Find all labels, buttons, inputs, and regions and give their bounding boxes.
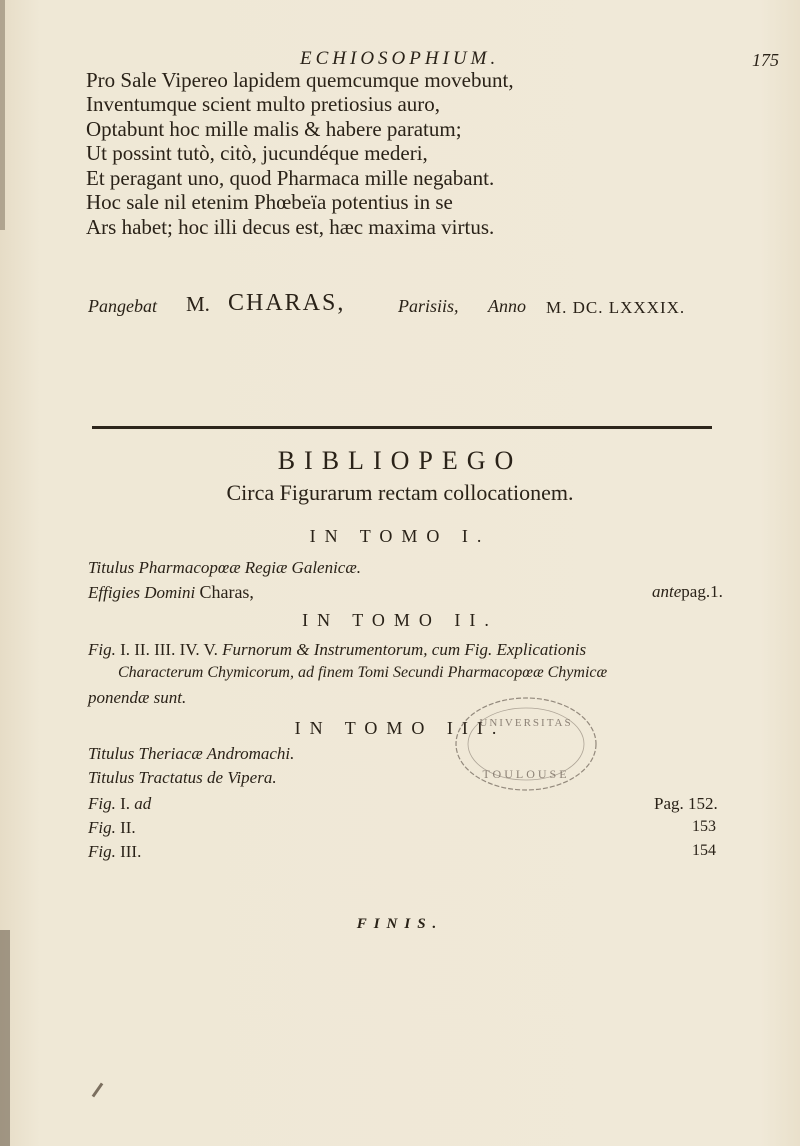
entry-effigies: [88, 582, 254, 603]
imprint-place: Parisiis,: [398, 296, 459, 316]
divider-rule: [92, 426, 712, 429]
entry-effigies-page: [652, 582, 723, 602]
imprint-pangebat: Pangebat: [88, 296, 157, 316]
entry-fig-1-page: Pag. 152.: [654, 794, 718, 813]
entry-effigies-name: Charas,: [199, 582, 254, 602]
entry-fig-numbers: I. II. III. IV. V.: [120, 640, 218, 659]
entry-fig-number: III.: [120, 842, 142, 861]
verse-line: Hoc sale nil etenim Phœbeïa potentius in se: [86, 190, 453, 214]
entry-fig-2: [88, 818, 136, 838]
entry-fig-number: I.: [120, 794, 131, 813]
imprint-author: CHARAS,: [228, 290, 346, 316]
stamp-bottom-text: TOULOUSE: [482, 767, 570, 781]
entry-fig-label: Fig.: [88, 794, 116, 813]
running-title: ECHIOSOPHIUM.: [300, 48, 500, 69]
entry-titulus-theriacae: Titulus Theriacæ Andromachi.: [88, 744, 295, 763]
binding-edge-mark: [0, 0, 5, 230]
entry-effigies-pag: pag.1.: [681, 582, 723, 601]
entry-fig-1: [88, 794, 151, 814]
binding-edge-mark: [0, 930, 10, 1146]
entry-fig-label: Fig.: [88, 818, 116, 837]
tome-heading: IN TOMO I.: [309, 526, 491, 546]
entry-figurae-text: Furnorum & Instrumentorum, cum Fig. Explicationis: [222, 640, 587, 659]
ink-mark: [92, 1083, 104, 1098]
entry-fig-3: [88, 842, 141, 862]
verse-line: Ut possint tutò, citò, jucundéque mederi,: [86, 141, 428, 165]
entry-figurae-line3: ponendæ sunt.: [88, 688, 187, 707]
entry-fig-label: Fig.: [88, 842, 116, 861]
page-number: 175: [752, 50, 779, 70]
entry-figurae-line1: [88, 640, 586, 660]
entry-fig-label: Fig.: [88, 640, 116, 659]
entry-titulus-pharmacopoeae: Titulus Pharmacopœæ Regiæ Galenicæ.: [88, 558, 361, 577]
entry-fig-number: II.: [120, 818, 136, 837]
entry-figurae-line2: Characterum Chymicorum, ad finem Tomi Secundi Pharmacopœæ Chymicæ: [118, 664, 608, 681]
entry-fig-2-page: 153: [692, 818, 716, 835]
notice-title: BIBLIOPEGO: [277, 446, 523, 475]
finis: FINIS.: [356, 916, 444, 932]
verse-line: Optabunt hoc mille malis & habere paratum;: [86, 117, 462, 141]
entry-effigies-italic: Effigies Domini: [88, 583, 196, 602]
tome-heading: IN TOMO III.: [294, 718, 506, 738]
tome-heading: IN TOMO II.: [302, 610, 498, 630]
stamp-top-text: UNIVERSITAS: [479, 717, 573, 729]
verse-line: Et peragant uno, quod Pharmaca mille negabant.: [86, 166, 495, 190]
entry-titulus-tractatus: Titulus Tractatus de Vipera.: [88, 768, 277, 787]
notice-subtitle: Circa Figurarum rectam collocationem.: [226, 480, 574, 505]
verse-line: Inventumque scient multo pretiosius auro,: [86, 92, 441, 116]
imprint-m: M.: [186, 292, 210, 316]
verse-line: Ars habet; hoc illi decus est, hæc maxima virtus.: [86, 215, 495, 239]
entry-fig-suffix: ad: [134, 794, 152, 813]
imprint-anno: Anno: [488, 296, 526, 316]
library-stamp: [452, 694, 600, 794]
imprint-year: M. DC. LXXXIX.: [546, 298, 686, 317]
verse-line: Pro Sale Vipereo lapidem quemcumque movebunt,: [86, 68, 514, 92]
entry-fig-3-page: 154: [692, 842, 716, 859]
entry-effigies-ante: ante: [652, 582, 682, 601]
